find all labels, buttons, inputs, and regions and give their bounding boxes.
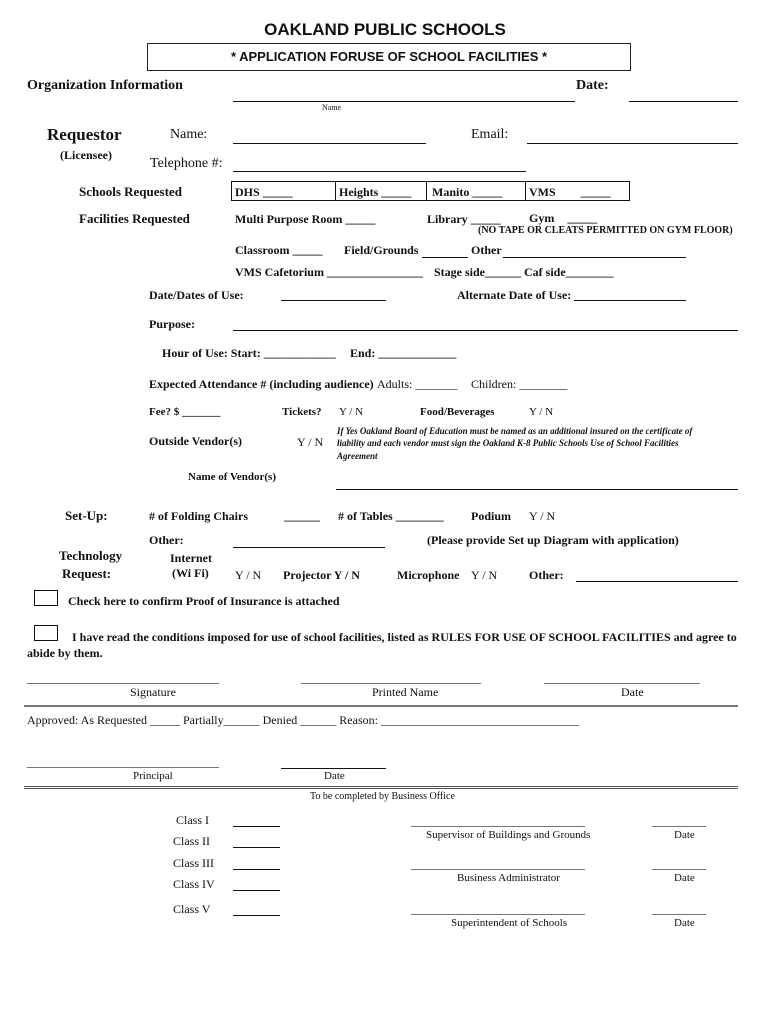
facility-classroom[interactable]: Classroom _____ xyxy=(235,243,323,257)
superintendent-signature-line[interactable]: _____________________________ xyxy=(411,902,585,916)
signature-date-caption: Date xyxy=(621,685,644,699)
folding-chairs-label: # of Folding Chairs xyxy=(149,509,249,523)
facility-stage-side[interactable]: Stage side______ xyxy=(434,265,521,279)
class-iii-field[interactable] xyxy=(233,869,280,870)
attendance-children[interactable]: Children: ________ xyxy=(471,377,568,391)
alternate-date-label: Alternate Date of Use: xyxy=(457,288,572,302)
schools-divider xyxy=(335,181,336,201)
form-title: OAKLAND PUBLIC SCHOOLS xyxy=(264,20,506,39)
attendance-adults[interactable]: Adults: _______ xyxy=(377,377,458,391)
vendor-note-line-1: If Yes Oakland Board of Education must be named as an additional insured on the certificate of xyxy=(337,426,693,436)
principal-caption: Principal xyxy=(133,770,173,782)
vendor-note-line-2: liability and each vendor must sign the Oakland K-8 Public Schools Use of School Facilities xyxy=(337,438,679,448)
attendance-label: Expected Attendance # (including audience) xyxy=(149,377,374,391)
technology-label: Technology xyxy=(59,548,123,563)
microphone-yes-no[interactable]: Y / N xyxy=(471,568,498,582)
gym-floor-note: (NO TAPE OR CLEATS PERMITTED ON GYM FLOOR) xyxy=(478,225,733,236)
facility-gym[interactable]: Gym _____ xyxy=(529,211,598,225)
supervisor-caption: Supervisor of Buildings and Grounds xyxy=(426,829,591,841)
outside-vendor-yes-no[interactable]: Y / N xyxy=(297,435,324,449)
business-admin-caption: Business Administrator xyxy=(457,872,560,884)
rules-agreement-line-2: abide by them. xyxy=(27,646,103,660)
superintendent-date-caption: Date xyxy=(674,917,695,929)
technology-other-label: Other: xyxy=(529,568,564,582)
signature-caption: Signature xyxy=(130,685,176,699)
class-v-field[interactable] xyxy=(233,915,280,916)
form-subtitle: * APPLICATION FORUSE OF SCHOOL FACILITIES * xyxy=(147,43,631,71)
dates-of-use-label: Date/Dates of Use: xyxy=(149,288,244,302)
signature-date-line[interactable]: __________________________ xyxy=(544,671,700,685)
fee-label[interactable]: Fee? $ _______ xyxy=(149,406,221,418)
rules-agreement-line-1: I have read the conditions imposed for use of school facilities, listed as RULES FOR USE OF SCHOOL FACILITIES and agree to xyxy=(72,630,737,644)
facility-field-grounds[interactable]: Field/Grounds xyxy=(344,243,419,257)
projector-yes-no[interactable]: Projector Y / N xyxy=(283,568,360,582)
setup-label: Set-Up: xyxy=(65,508,108,523)
schools-divider xyxy=(525,181,526,201)
principal-date-caption: Date xyxy=(324,770,345,782)
wifi-label: (Wi Fi) xyxy=(172,566,209,580)
principal-signature-line[interactable]: ________________________________ xyxy=(27,755,219,769)
hour-of-use-end[interactable]: End: _____________ xyxy=(350,346,457,360)
printed-name-line[interactable]: ______________________________ xyxy=(301,671,481,685)
superintendent-caption: Superintendent of Schools xyxy=(451,917,568,929)
vendor-name-label: Name of Vendor(s) xyxy=(188,471,276,483)
insurance-confirm-label: Check here to confirm Proof of Insurance is attached xyxy=(68,594,340,608)
purpose-label: Purpose: xyxy=(149,317,195,331)
class-iv-label: Class IV xyxy=(173,877,215,891)
vendor-note-line-3: Agreement xyxy=(337,451,378,461)
technology-other-field[interactable] xyxy=(576,581,738,582)
technology-request-label: Request: xyxy=(62,566,112,581)
signature-line[interactable]: ________________________________ xyxy=(27,671,219,685)
class-ii-field[interactable] xyxy=(233,847,280,848)
podium-yes-no[interactable]: Y / N xyxy=(529,509,556,523)
facility-vms-cafetorium[interactable]: VMS Cafetorium ________________ xyxy=(235,265,423,279)
purpose-field[interactable] xyxy=(233,330,738,331)
tables-field[interactable]: # of Tables ________ xyxy=(338,509,444,523)
facility-multi-purpose[interactable]: Multi Purpose Room _____ xyxy=(235,212,376,226)
food-beverages-label: Food/Beverages xyxy=(420,406,495,418)
podium-label: Podium xyxy=(471,509,512,523)
schools-divider xyxy=(426,181,427,201)
class-iv-field[interactable] xyxy=(233,890,280,891)
setup-other-label: Other: xyxy=(149,533,184,547)
section-divider xyxy=(24,705,738,707)
requestor-email-label: Email: xyxy=(471,127,509,142)
licensee-label: (Licensee) xyxy=(60,148,112,162)
business-admin-signature-line[interactable]: _____________________________ xyxy=(411,857,585,871)
requestor-telephone-field[interactable] xyxy=(233,171,526,172)
food-yes-no[interactable]: Y / N xyxy=(529,406,554,418)
insurance-checkbox[interactable] xyxy=(34,590,58,606)
org-name-caption: Name xyxy=(322,103,342,112)
facilities-requested-label: Facilities Requested xyxy=(79,211,190,226)
facility-other[interactable]: Other xyxy=(471,243,502,257)
vendor-name-field[interactable] xyxy=(336,489,738,490)
printed-name-caption: Printed Name xyxy=(372,685,439,699)
school-option-dhs[interactable]: DHS _____ xyxy=(235,185,293,199)
tickets-label: Tickets? xyxy=(282,406,322,418)
alternate-date-field[interactable] xyxy=(574,300,686,301)
setup-diagram-note: (Please provide Set up Diagram with application) xyxy=(427,533,679,547)
field-grounds-blank[interactable] xyxy=(422,257,468,258)
dates-of-use-field[interactable] xyxy=(281,300,386,301)
facility-library[interactable]: Library _____ xyxy=(427,212,501,226)
hour-of-use-start[interactable]: Hour of Use: Start: ____________ xyxy=(162,346,336,360)
org-date-field[interactable] xyxy=(629,101,738,102)
org-name-field[interactable] xyxy=(233,101,575,102)
business-admin-date-line[interactable]: _________ xyxy=(652,857,706,871)
school-option-vms[interactable]: VMS _____ xyxy=(529,185,611,199)
facility-other-field[interactable] xyxy=(503,257,686,258)
approval-status[interactable]: Approved: As Requested _____ Partially______ Denied ______ Reason: _________________________________ xyxy=(27,713,579,727)
supervisor-date-caption: Date xyxy=(674,829,695,841)
business-admin-date-caption: Date xyxy=(674,872,695,884)
class-v-label: Class V xyxy=(173,902,211,916)
principal-date-field[interactable] xyxy=(281,768,386,769)
superintendent-date-line[interactable]: _________ xyxy=(652,902,706,916)
office-divider xyxy=(24,786,738,789)
school-option-heights[interactable]: Heights _____ xyxy=(339,185,412,199)
org-date-label: Date: xyxy=(576,78,609,93)
requestor-title: Requestor xyxy=(47,125,122,144)
supervisor-date-line[interactable]: _________ xyxy=(652,814,706,828)
folding-chairs-field[interactable]: ______ xyxy=(284,509,320,523)
business-office-note: To be completed by Business Office xyxy=(310,791,455,802)
setup-other-field[interactable] xyxy=(233,547,385,548)
supervisor-signature-line[interactable]: _____________________________ xyxy=(411,814,585,828)
requestor-name-label: Name: xyxy=(170,127,208,142)
requestor-telephone-label: Telephone #: xyxy=(150,156,223,171)
facility-caf-side[interactable]: Caf side________ xyxy=(524,265,614,279)
class-i-label: Class I xyxy=(176,813,209,827)
internet-label: Internet xyxy=(170,551,212,565)
schools-requested-label: Schools Requested xyxy=(79,184,182,199)
internet-yes-no[interactable]: Y / N xyxy=(235,568,262,582)
rules-agreement-checkbox[interactable] xyxy=(34,625,58,641)
requestor-name-field[interactable] xyxy=(233,143,426,144)
org-section-label: Organization Information xyxy=(27,78,183,93)
requestor-email-field[interactable] xyxy=(527,143,738,144)
tickets-yes-no[interactable]: Y / N xyxy=(339,406,364,418)
microphone-label: Microphone xyxy=(397,568,460,582)
outside-vendor-label: Outside Vendor(s) xyxy=(149,434,243,448)
class-iii-label: Class III xyxy=(173,856,214,870)
class-ii-label: Class II xyxy=(173,834,210,848)
class-i-field[interactable] xyxy=(233,826,280,827)
school-option-manito[interactable]: Manito _____ xyxy=(432,185,503,199)
